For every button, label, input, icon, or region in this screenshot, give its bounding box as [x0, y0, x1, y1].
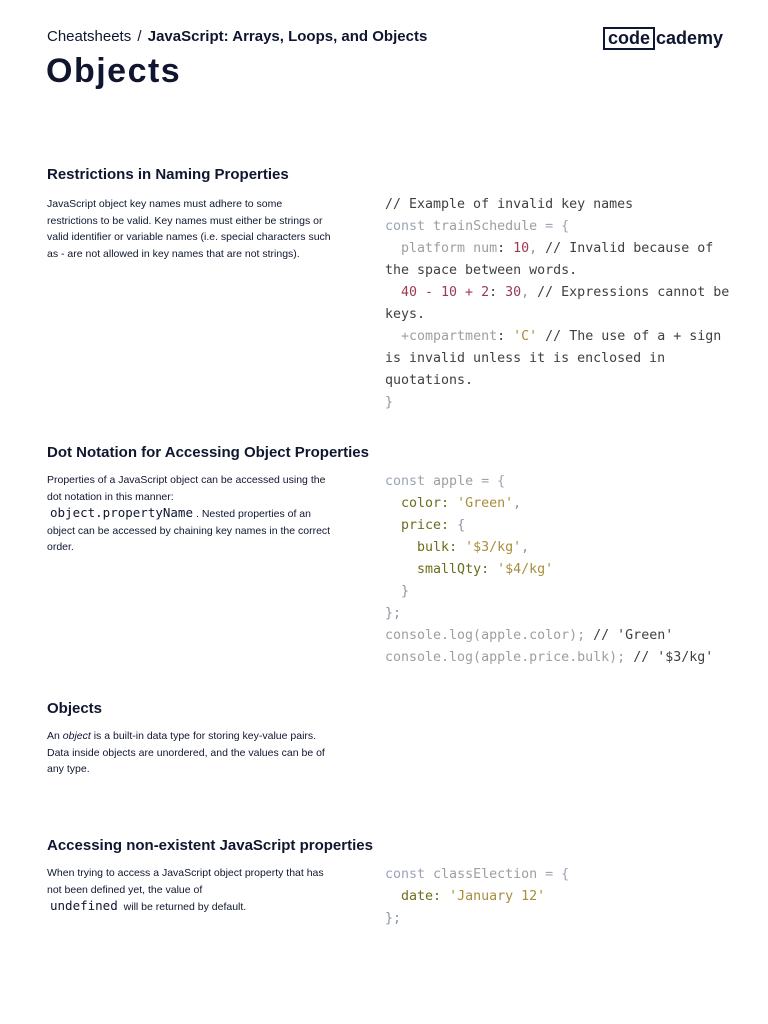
code-key: color: [401, 496, 442, 511]
section-description: [47, 472, 332, 556]
code-key: +compartment: [401, 329, 498, 344]
code-identifier: apple: [433, 474, 474, 489]
code-call: console.log(apple.price.bulk);: [385, 650, 626, 665]
code-brace: }: [401, 584, 410, 599]
code-key: bulk: [417, 540, 450, 555]
code-string: '$3/kg': [465, 540, 522, 555]
code-key: date: [401, 889, 434, 904]
page-title: Objects: [46, 52, 182, 90]
code-comment: // '$3/kg': [633, 650, 714, 665]
code-colon: :: [489, 285, 498, 300]
code-call: console.log(apple.color);: [385, 628, 586, 643]
desc-text: Properties of a JavaScript object can be accessed using the dot notation in this manner:: [47, 474, 326, 503]
code-keyword: const: [385, 219, 426, 234]
code-string: 'C': [513, 329, 538, 344]
section-heading: Dot Notation for Accessing Object Properties: [47, 444, 369, 461]
breadcrumb-root-link[interactable]: Cheatsheets: [47, 28, 132, 45]
desc-text: is a built-in data type for storing key-value pairs. Data inside objects are unordered, and the values can be of any type.: [47, 730, 325, 776]
code-brace: };: [385, 606, 402, 621]
logo-code-box: code: [603, 27, 655, 50]
code-string: 'Green': [457, 496, 514, 511]
code-key: platform num: [401, 241, 498, 256]
inline-code: object.propertyName: [50, 505, 193, 521]
code-colon: :: [497, 329, 506, 344]
code-identifier: classElection: [433, 867, 538, 882]
section-description: [47, 728, 332, 778]
code-number: 30: [505, 285, 522, 300]
desc-text: will be returned by default.: [123, 901, 247, 914]
code-key: price: [401, 518, 442, 533]
code-operator: = {: [481, 474, 506, 489]
breadcrumb: [47, 28, 427, 45]
code-keyword: const: [385, 867, 426, 882]
desc-text: When trying to access a JavaScript object property that has not been defined yet, the value of: [47, 867, 324, 896]
breadcrumb-separator: /: [137, 28, 142, 45]
section-description: [47, 865, 332, 916]
codecademy-logo[interactable]: [603, 27, 723, 50]
code-operator: = {: [545, 219, 570, 234]
code-comment: // Example of invalid key names: [385, 197, 634, 212]
code-brace: }: [385, 395, 394, 410]
code-example: const classElection = { date: 'January 12' };: [385, 867, 570, 926]
code-example: const apple = { color: 'Green', price: { bulk: '$3/kg', smallQty: '$4/kg' } }; console.log(apple.color); // 'Green' console.log(apple.price.bulk); // '$3/kg': [385, 474, 714, 665]
section-description: JavaScript object key names must adhere to some restrictions to be valid. Key names must either be strings or valid identifier or variable names (i.e. special characters such as - are not allowed in key names that are not strings).: [47, 198, 331, 260]
code-punct: ,: [529, 241, 538, 256]
code-example: [385, 194, 738, 414]
desc-text: . Nested properties of an object can be accessed by chaining key names in the correct order.: [47, 508, 331, 554]
code-string: 'January 12': [449, 889, 546, 904]
desc-text: An: [47, 730, 60, 742]
code-comment: // Invalid because of the space between words.: [385, 241, 722, 278]
section-heading: Accessing non-existent JavaScript properties: [47, 837, 373, 854]
code-string: '$4/kg': [497, 562, 554, 577]
section-heading: Restrictions in Naming Properties: [47, 166, 289, 183]
code-number: 10: [513, 241, 530, 256]
section-heading: Objects: [47, 700, 103, 717]
code-comment: // The use of a + sign is invalid unless it is enclosed in quotations.: [385, 329, 730, 388]
code-keyword: const: [385, 474, 426, 489]
code-comment: // Expressions cannot be keys.: [385, 285, 738, 322]
code-identifier: trainSchedule: [433, 219, 538, 234]
code-punct: ,: [521, 285, 530, 300]
code-colon: :: [497, 241, 506, 256]
code-key: smallQty: [417, 562, 482, 577]
breadcrumb-current: JavaScript: Arrays, Loops, and Objects: [147, 28, 428, 45]
code-operator: = {: [545, 867, 570, 882]
inline-code: undefined: [50, 898, 118, 914]
code-comment: // 'Green': [593, 628, 674, 643]
code-brace: };: [385, 911, 402, 926]
desc-emphasis: object: [62, 730, 91, 742]
code-expression: 40 - 10 + 2: [401, 285, 490, 300]
logo-cademy-text: cademy: [656, 28, 724, 48]
code-brace: {: [457, 518, 466, 533]
